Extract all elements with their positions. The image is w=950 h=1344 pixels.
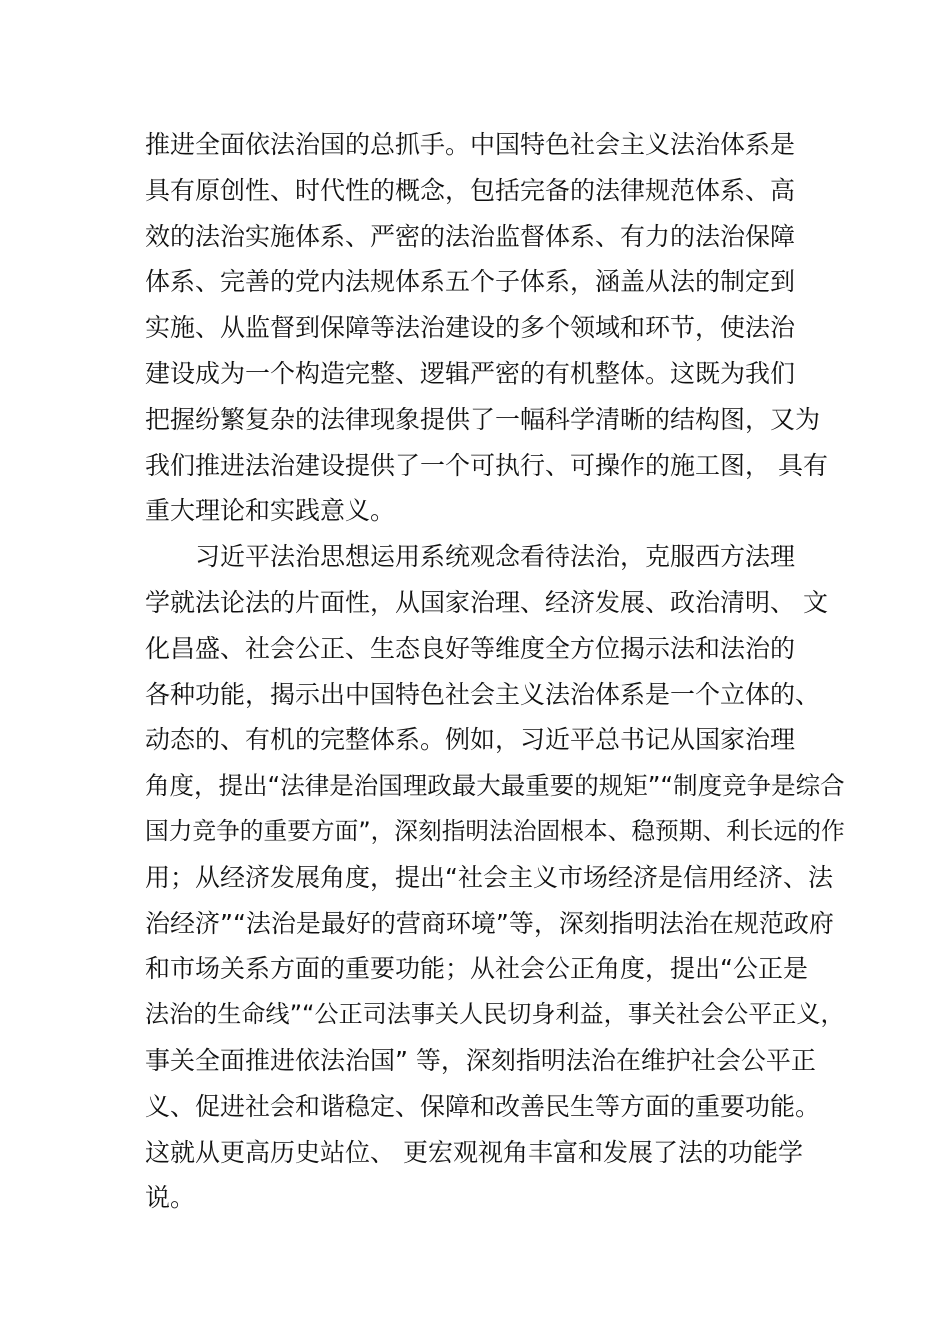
text-line: 这就从更高历史站位、 更宏观视角丰富和发展了法的功能学 bbox=[145, 1137, 803, 1167]
text-line: 义、促进社会和谐稳定、保障和改善民生等方面的重要功能。 bbox=[145, 1091, 821, 1121]
text-line: 习近平法治思想运用系统观念看待法治，克服西方法理 bbox=[195, 542, 796, 572]
text-line: 动态的、有机的完整体系。例如，习近平总书记从国家治理 bbox=[145, 725, 796, 755]
text-line: 和市场关系方面的重要功能；从社会公正角度，提出“公正是 bbox=[145, 954, 808, 984]
text-line: 国力竞争的重要方面”，深刻指明法治固根本、稳预期、利长远的作 bbox=[145, 816, 845, 845]
body-text bbox=[145, 122, 845, 1221]
text-line: 推进全面依法治国的总抓手。中国特色社会主义法治体系是 bbox=[145, 130, 796, 159]
paragraph-2 bbox=[145, 534, 845, 1221]
text-line: 体系、完善的党内法规体系五个子体系，涵盖从法的制定到 bbox=[145, 267, 796, 297]
text-line: 学就法论法的片面性，从国家治理、经济发展、政治清明、 文 bbox=[145, 587, 828, 617]
text-line: 把握纷繁复杂的法律现象提供了一幅科学清晰的结构图，又为 bbox=[145, 404, 821, 434]
text-line: 效的法治实施体系、严密的法治监督体系、有力的法治保障 bbox=[145, 221, 796, 251]
text-line: 建设成为一个构造完整、逻辑严密的有机整体。这既为我们 bbox=[145, 358, 796, 388]
text-line: 具有原创性、时代性的概念，包括完备的法律规范体系、高 bbox=[145, 175, 796, 205]
paragraph-1 bbox=[145, 122, 845, 534]
text-line: 实施、从监督到保障等法治建设的多个领域和环节，使法治 bbox=[145, 313, 796, 343]
text-line: 角度，提出“法律是治国理政最大最重要的规矩”“制度竞争是综合 bbox=[145, 771, 845, 801]
text-line: 法治的生命线”“公正司法事关人民切身利益，事关社会公平正义， bbox=[145, 1000, 845, 1029]
text-line: 说。 bbox=[145, 1183, 196, 1213]
text-line: 重大理论和实践意义。 bbox=[145, 496, 396, 526]
text-line: 各种功能，揭示出中国特色社会主义法治体系是一个立体的、 bbox=[145, 679, 821, 709]
text-line: 事关全面推进依法治国” 等，深刻指明法治在维护社会公平正 bbox=[145, 1045, 816, 1075]
text-line: 用；从经济发展角度，提出“社会主义市场经济是信用经济、法 bbox=[145, 862, 833, 892]
text-line: 化昌盛、社会公正、生态良好等维度全方位揭示法和法治的 bbox=[145, 633, 796, 663]
text-line: 我们推进法治建设提供了一个可执行、可操作的施工图， 具有 bbox=[145, 450, 828, 480]
text-line: 治经济”“法治是最好的营商环境”等，深刻指明法治在规范政府 bbox=[145, 908, 834, 938]
